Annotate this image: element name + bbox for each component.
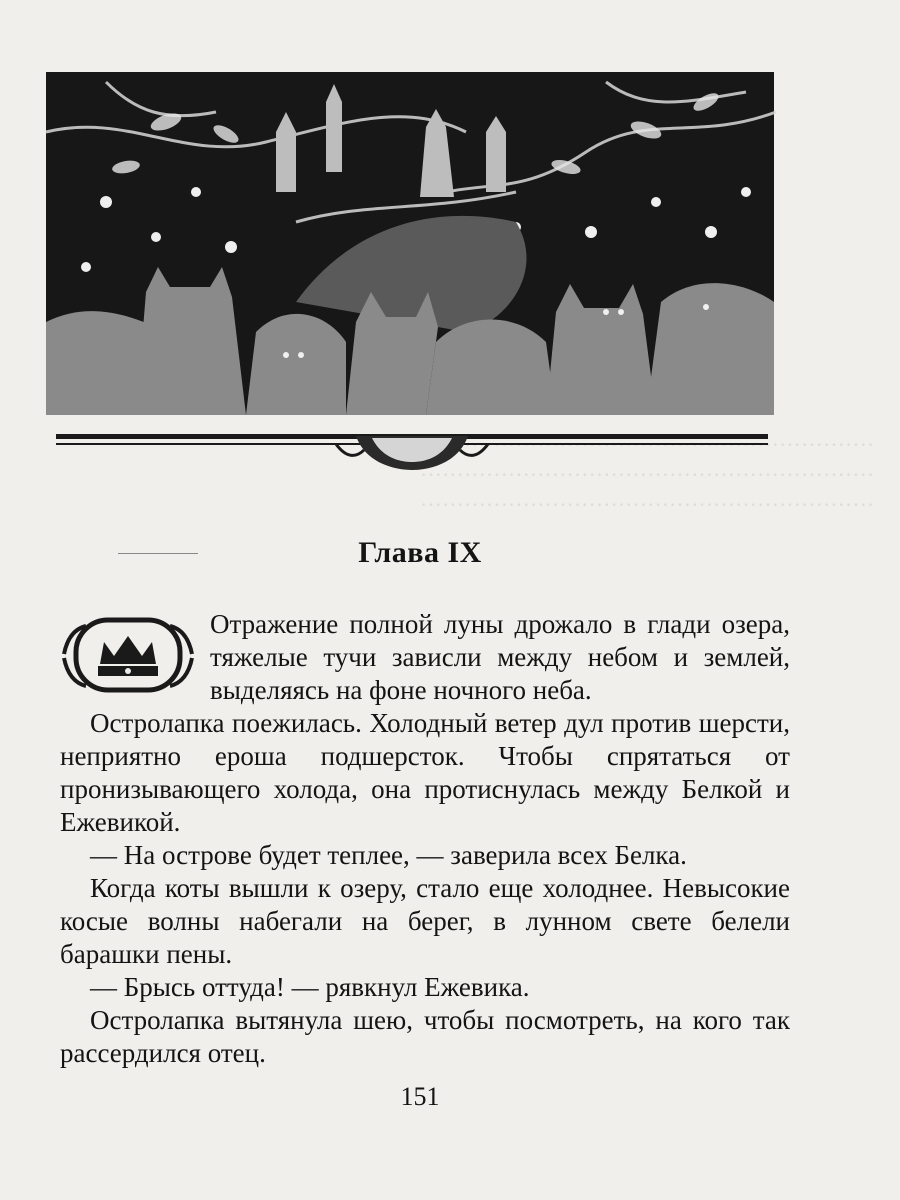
- chapter-title: Глава IX: [358, 536, 482, 569]
- paragraph: Отражение полной луны дрожало в глади озера, тяжелые тучи зависли между небом и землей, выделяясь на фоне ночного неба.: [210, 609, 790, 705]
- paragraph: — На острове будет теплее, — заверила всех Белка.: [90, 840, 687, 870]
- ornament-divider: [56, 424, 768, 472]
- paragraph: Остролапка вытянула шею, чтобы посмотреть, на кого так рассердился отец.: [60, 1005, 790, 1068]
- paragraph: Остролапка поежилась. Холодный ветер дул против шерсти, неприятно ероша подшерсток. Чтобы спрятаться от пронизывающего холода, она протиснулась между Белкой и Ежевикой.: [60, 708, 790, 837]
- night-cats-illustration-icon: [46, 72, 774, 415]
- chapter-body: [60, 608, 790, 1070]
- paragraph: — Брысь оттуда! — рявкнул Ежевика.: [90, 972, 530, 1002]
- ornament-space: [60, 608, 210, 706]
- page-number: 151: [400, 1082, 440, 1111]
- chapter-illustration: [46, 72, 774, 415]
- paragraph: Когда коты вышли к озеру, стало еще холоднее. Невысокие косые волны набегали на берег, в лунном свете белели барашки пены.: [60, 873, 790, 969]
- show-through-bleed: ······························································ ······························································ ······························································: [420, 432, 875, 517]
